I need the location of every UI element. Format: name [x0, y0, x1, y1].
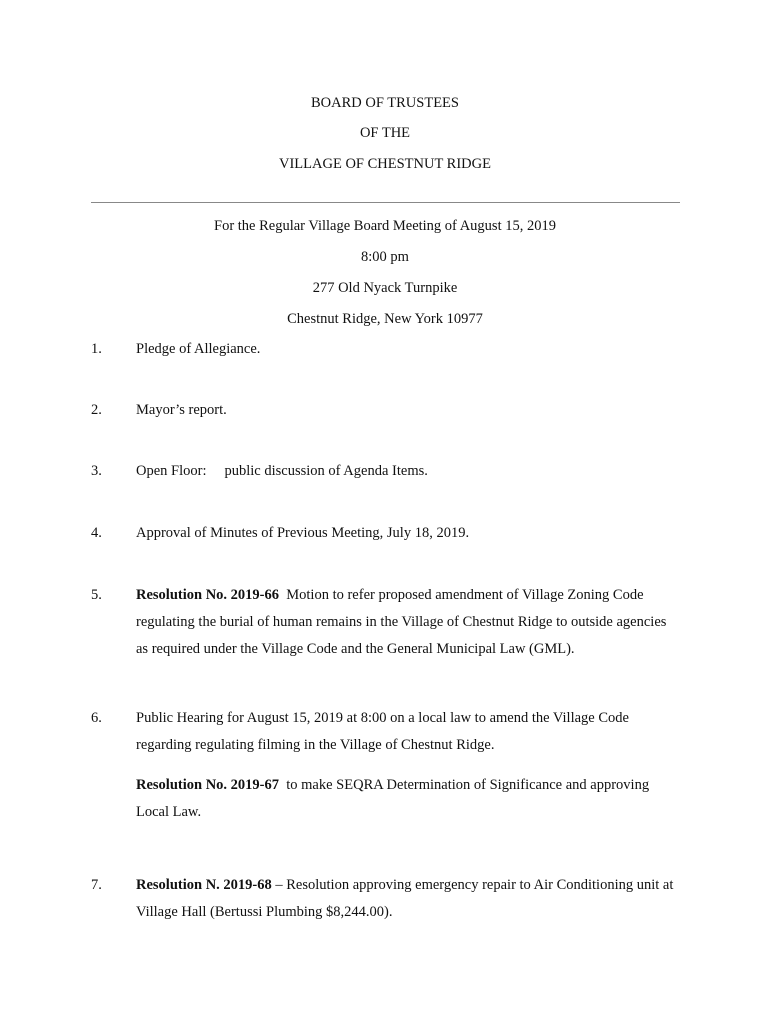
item-number: 4. — [91, 525, 102, 541]
item-body — [136, 872, 681, 926]
board-title: BOARD OF TRUSTEES — [311, 95, 459, 111]
village-name: VILLAGE OF CHESTNUT RIDGE — [279, 156, 491, 172]
resolution-label: Resolution No. 2019-66 — [136, 587, 279, 603]
item-text: – Resolution approving emergency repair to Air Conditioning unit at Village Hall (Bertussi Plumbing $8,244.00). — [136, 877, 674, 920]
item-body — [136, 582, 681, 663]
meeting-address-street: 277 Old Nyack Turnpike — [312, 280, 458, 296]
item-text: Motion to refer proposed amendment of Village Zoning Code regulating the burial of human remains in the Village of Chestnut Ridge to outside agencies as required under the Village Code and the General Municipal Law (GML). — [136, 587, 667, 657]
item-number: 1. — [91, 341, 102, 357]
item-number: 3. — [91, 463, 102, 479]
header-divider — [91, 202, 680, 203]
item-text: to make SEQRA Determination of Significance and approving Local Law. — [136, 777, 650, 820]
meeting-title: For the Regular Village Board Meeting of August 15, 2019 — [214, 218, 556, 234]
meeting-address-city: Chestnut Ridge, New York 10977 — [287, 311, 483, 327]
resolution-label: Resolution No. 2019-67 — [136, 777, 279, 793]
meeting-time: 8:00 pm — [361, 249, 409, 265]
item-text: public discussion of Agenda Items. — [224, 463, 428, 479]
item-number: 5. — [91, 587, 102, 603]
item-number: 6. — [91, 710, 102, 726]
open-floor-label: Open Floor: — [136, 463, 207, 479]
item-number: 7. — [91, 877, 102, 893]
item-body — [136, 458, 681, 485]
item-body — [136, 772, 681, 826]
resolution-label: Resolution N. 2019-68 — [136, 877, 272, 893]
item-text: Pledge of Allegiance. — [136, 341, 261, 357]
board-title-of-the: OF THE — [359, 125, 411, 141]
item-text: Approval of Minutes of Previous Meeting, July 18, 2019. — [136, 525, 470, 541]
item-number: 2. — [91, 402, 102, 418]
item-text: Mayor’s report. — [136, 402, 227, 418]
item-text: Public Hearing for August 15, 2019 at 8:00 on a local law to amend the Village Code regarding regulating filming in the Village of Chestnut Ridge. — [136, 710, 629, 753]
